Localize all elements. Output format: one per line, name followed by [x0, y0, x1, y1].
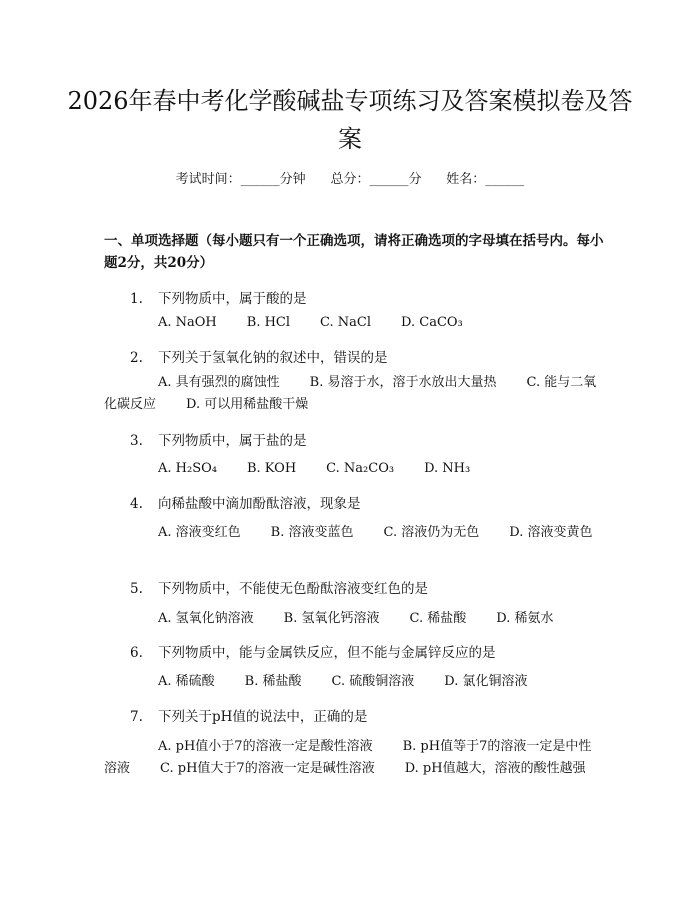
question-text: 下列物质中，属于盐的是	[158, 433, 307, 449]
question-2	[130, 346, 388, 366]
option-c: C. 能与二氧化碳反应	[104, 375, 597, 412]
options-6	[104, 671, 597, 693]
option-a: A. 稀硫酸	[158, 674, 215, 689]
question-6	[130, 641, 496, 661]
options-5	[104, 608, 597, 630]
name-field: 姓名：______	[446, 172, 525, 187]
option-c: C. 溶液仍为无色	[383, 525, 480, 540]
option-a: A. 具有强烈的腐蚀性	[158, 375, 280, 390]
question-number: 6.	[130, 645, 143, 661]
option-a: A. 氢氧化钠溶液	[158, 611, 254, 626]
option-c: C. 硫酸铜溶液	[331, 674, 415, 689]
option-c: C. NaCl	[320, 315, 372, 330]
question-text: 下列物质中，属于酸的是	[158, 291, 307, 307]
option-b: B. KOH	[246, 461, 297, 476]
option-d: D. pH值越大，溶液的酸性越强	[404, 761, 586, 776]
question-text: 下列关于氢氧化钠的叙述中，错误的是	[158, 350, 388, 366]
option-a: A. pH值小于7的溶液一定是酸性溶液	[158, 739, 373, 754]
question-text: 下列关于pH值的说法中，正确的是	[158, 709, 368, 725]
option-d: D. 溶液变黄色	[509, 525, 593, 540]
question-5	[130, 577, 428, 597]
question-4	[130, 492, 361, 512]
question-text: 向稀盐酸中滴加酚酞溶液，现象是	[158, 496, 361, 512]
question-number: 7.	[130, 709, 143, 725]
options-7	[104, 736, 597, 780]
option-c: C. Na₂CO₃	[326, 461, 395, 476]
question-number: 5.	[130, 581, 143, 597]
option-b: B. HCl	[246, 315, 291, 330]
option-b: B. 氢氧化钙溶液	[283, 611, 380, 626]
options-4	[104, 522, 597, 544]
option-d: D. CaCO₃	[401, 315, 463, 330]
option-b: B. pH值等于7的溶液一定是中性溶液	[104, 739, 592, 776]
question-number: 2.	[130, 350, 143, 366]
question-number: 4.	[130, 496, 143, 512]
options-3	[104, 458, 597, 480]
score-field: 总分：______分	[330, 172, 422, 187]
option-a: A. H₂SO₄	[158, 461, 217, 476]
option-d: D. 稀氨水	[496, 611, 554, 626]
question-text: 下列物质中，能与金属铁反应，但不能与金属锌反应的是	[158, 645, 496, 661]
option-b: B. 稀盐酸	[244, 674, 302, 689]
option-d: D. NH₃	[424, 461, 471, 476]
option-b: B. 易溶于水，溶于水放出大量热	[309, 375, 497, 390]
exam-meta	[0, 168, 700, 187]
question-1	[130, 287, 307, 307]
question-number: 3.	[130, 433, 143, 449]
option-c: C. 稀盐酸	[409, 611, 467, 626]
page-title: 2026年春中考化学酸碱盐专项练习及答案模拟卷及答案	[67, 87, 633, 153]
question-7	[130, 705, 367, 725]
option-b: B. 溶液变蓝色	[270, 525, 354, 540]
time-field: 考试时间：______分钟	[175, 172, 306, 187]
option-a: A. NaOH	[158, 315, 217, 330]
option-a: A. 溶液变红色	[158, 525, 241, 540]
section-heading: 一、单项选择题（每小题只有一个正确选项，请将正确选项的字母填在括号内。每小题2分，共20分）	[104, 233, 604, 271]
question-text: 下列物质中，不能使无色酚酞溶液变红色的是	[158, 581, 428, 597]
option-c: C. pH值大于7的溶液一定是碱性溶液	[160, 761, 375, 776]
question-3	[130, 429, 307, 449]
option-d: D. 氯化铜溶液	[444, 674, 528, 689]
option-d: D. 可以用稀盐酸干燥	[186, 397, 309, 412]
options-1	[104, 312, 597, 334]
options-2	[104, 372, 597, 416]
question-number: 1.	[130, 291, 143, 307]
